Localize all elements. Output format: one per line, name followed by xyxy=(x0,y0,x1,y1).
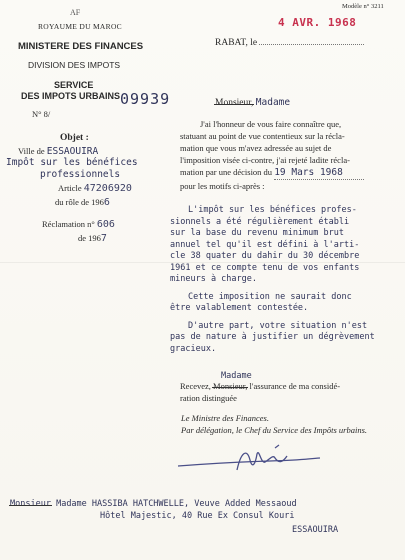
addressee-city: ESSAOUIRA xyxy=(292,525,339,535)
decision-date: 19 Mars 1968 xyxy=(274,167,364,180)
objet-label: Objet : xyxy=(60,133,89,143)
closing-formula: Recevez, Monsieur, l'assurance de ma considé- xyxy=(180,381,341,391)
salutation xyxy=(215,97,290,108)
service-title-line1: SERVICE xyxy=(54,80,94,90)
ville-row xyxy=(18,146,98,157)
impot-line2: professionnels xyxy=(40,169,121,180)
rabat-dateline: RABAT, le xyxy=(215,36,364,48)
reasons-block: L'impôt sur les bénéfices profes- sionnels a été régulièrement établi sur la base du revenu minimum brut annuel tel qu'il est défini à l'arti- cle 38 quater du dahir du 30 décembre 1961 et ce compte tenu de vos enfants mineurs à charge. Cette imposition ne saurait donc être valablement contestée. D'autre part, votre situation n'est pas de nature à justifier un dégrèvement gracieux. xyxy=(170,205,375,354)
paragraph-decision: J'ai l'honneur de vous faire connaître que, statuant au point de vue contentieux sur la récla- mation que vous m'avez adressée au sujet de l'imposition visée ci-contre, j'ai rejeté ladite récla- mation par une décision du 19 Mars 1968 pour les motifs ci-après : xyxy=(180,118,364,192)
addressee-address: Hôtel Majestic, 40 Rue Ex Consul Kouri xyxy=(100,511,295,521)
article-row xyxy=(58,183,132,194)
signatory-delegation: Par délégation, le Chef du Service des Impôts urbains. xyxy=(181,425,368,435)
addressee-struck: Monsieur xyxy=(10,499,51,509)
salutation-typed: Madame xyxy=(255,97,291,108)
addressee-name: Madame HASSIBA HATCHWELLE, Veuve Added Messaoud xyxy=(56,499,297,509)
corner-code: AF xyxy=(70,8,81,17)
kingdom-label: ROYAUME DU MAROC xyxy=(38,22,122,31)
reclamation-row: Réclamation n° 606 xyxy=(42,219,115,230)
salutation-struck: Monsieur, xyxy=(215,98,254,108)
ville-value: ESSAOUIRA xyxy=(46,146,99,157)
article-label: Article xyxy=(58,183,82,193)
article-value: 47206920 xyxy=(83,183,132,194)
closing-madame: Madame xyxy=(221,371,252,381)
handwritten-signature xyxy=(175,440,325,480)
impot-line1: Impôt sur les bénéfices xyxy=(6,157,138,168)
division-label: DIVISION DES IMPOTS xyxy=(28,60,121,70)
ville-label: Ville de xyxy=(18,146,45,156)
closing-line2: ration distinguée xyxy=(180,393,237,403)
addressee-line1 xyxy=(10,499,297,509)
reclamation-year-row: de 1967 xyxy=(78,233,107,244)
service-title-line2: DES IMPOTS URBAINS xyxy=(21,91,121,101)
ministry-title: MINISTERE DES FINANCES xyxy=(18,41,144,52)
reference-prefix: N° 8/ xyxy=(32,109,51,119)
signatory-title: Le Ministre des Finances. xyxy=(181,413,269,423)
date-stamp: 4 AVR. 1968 xyxy=(278,16,357,29)
role-row: du rôle de 1966 xyxy=(55,197,110,208)
model-number: Modèle n° 3211 xyxy=(342,3,384,10)
reference-number: 09939 xyxy=(120,90,171,108)
